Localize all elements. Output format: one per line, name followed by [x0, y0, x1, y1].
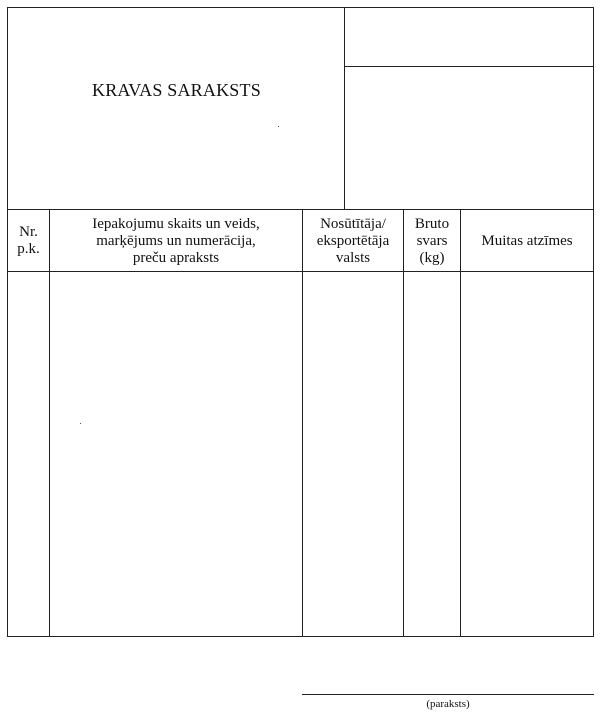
column-header-weight: [404, 210, 460, 272]
column-header-nr-label: Nr. p.k.: [17, 224, 40, 257]
header-right-top-cell: [345, 8, 593, 67]
column-header-country-label: Nosūtītāja/ eksportētāja valsts: [316, 215, 390, 266]
scan-speck: [80, 423, 81, 424]
signature-label: (paraksts): [426, 698, 470, 710]
column-header-customs: [461, 210, 593, 272]
signature-line: [302, 694, 594, 695]
document-title: KRAVAS SARAKSTS: [92, 80, 261, 100]
cargo-list-form: [7, 7, 594, 637]
scan-speck: [278, 126, 279, 127]
table-body-empty: [8, 272, 593, 636]
column-header-country: [303, 210, 403, 272]
column-header-packages-label: Iepakojumu skaits un veids, marķējums un numerācija, preču apraksts: [92, 215, 260, 266]
column-header-weight-label: Bruto svars (kg): [414, 215, 450, 266]
title-cell: [8, 8, 345, 209]
column-header-customs-label: Muitas atzīmes: [481, 232, 573, 249]
column-header-nr: [8, 210, 49, 272]
column-header-packages: [50, 210, 302, 272]
header-right-bottom-cell: [345, 67, 593, 209]
